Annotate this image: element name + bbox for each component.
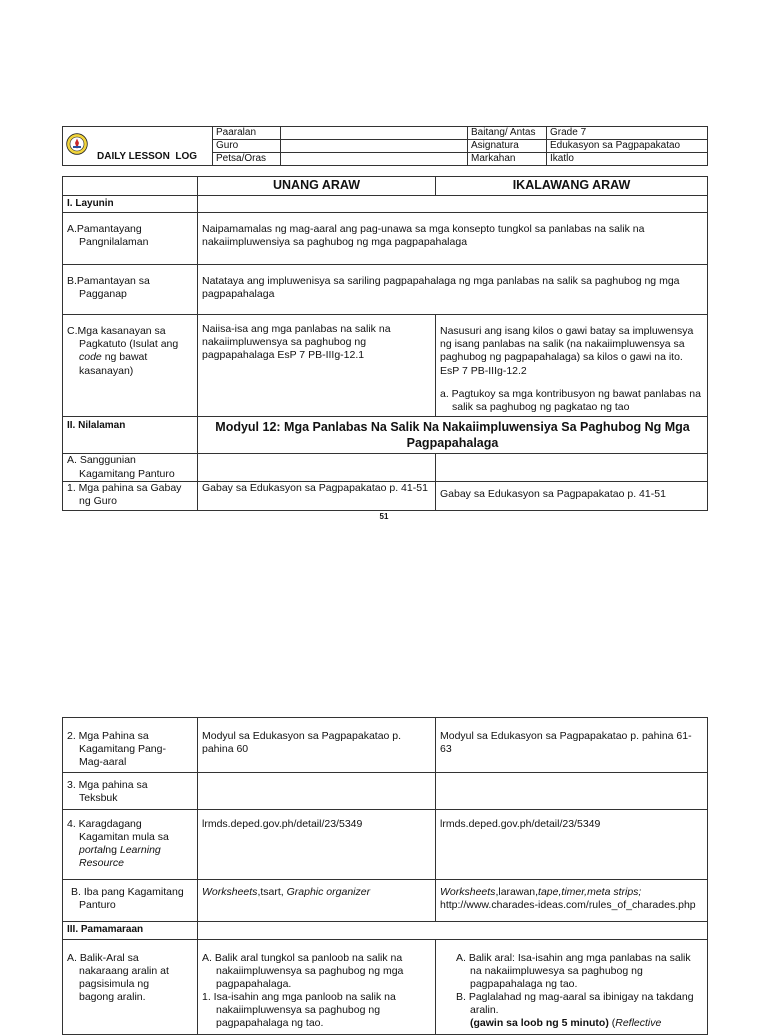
modyul-title: Modyul 12: Mga Panlabas Na Salik Na Nakaiimpluwensiya Sa Paghubog Ng Mga Pagpapahalaga (198, 416, 708, 454)
guro-value (281, 140, 468, 153)
pamantayang-pangnilalaman-label: A.Pamantayang Pangnilalaman (63, 213, 198, 265)
lesson-table-page2 (62, 717, 708, 1035)
iba-pang-kagamitan-day2: Worksheets,larawan,tape,timer,meta strips; http://www.charades-ideas.com/rules_of_charades.php (436, 880, 708, 922)
deped-seal-icon (66, 133, 88, 155)
karagdagang-kagamitan-day2: lrmds.deped.gov.ph/detail/23/5349 (436, 810, 708, 880)
baitang-value: Grade 7 (547, 127, 708, 140)
header-table (62, 126, 708, 166)
petsa-value (281, 153, 468, 166)
guro-label: Guro (213, 140, 281, 153)
kagamitang-mag-aaral-day2: Modyul sa Edukasyon sa Pagpapakatao p. pahina 61-63 (436, 718, 708, 773)
baitang-label: Baitang/ Antas (468, 127, 547, 140)
dll-title-line1: DAILY LESSON LOG (97, 151, 198, 162)
column-header-day1: UNANG ARAW (198, 177, 436, 196)
pamantayan-pagganap-text: Natataya ang impluwenisya sa sariling pagpapahalaga ng mga panlabas na salik sa paghubog ng mga pagpapahalaga (198, 265, 708, 315)
pamantayang-pangnilalaman-text: Naipamamalas ng mag-aaral ang pag-unawa sa mga konsepto tungkol sa panlabas na salik na nakaiimpluwensiya sa paghubog ng mga pagpapahalaga (198, 213, 708, 265)
karagdagang-kagamitan-label: 4. Karagdagang Kagamitan mula sa portalng Learning Resource (63, 810, 198, 880)
karagdagang-kagamitan-day1: lrmds.deped.gov.ph/detail/23/5349 (198, 810, 436, 880)
kasanayan-day2: Nasusuri ang isang kilos o gawi batay sa impluwensya ng isang panlabas na salik (na nakaiimpluwensya sa paghubog ng pagpapahalaga) sa kilos o gawi na ito. EsP 7 PB-IIIg-12.2 a. Pagtukoy sa mga kontribusyon ng bawat panlabas na salik sa paghubog ng pagkatao ng tao (436, 315, 708, 417)
header-logo-cell (63, 127, 213, 166)
paaralan-value (281, 127, 468, 140)
sanggunian-label: A. Sanggunian Kagamitang Panturo (63, 454, 198, 481)
asignatura-value: Edukasyon sa Pagpapakatao (547, 140, 708, 153)
kasanayan-label: C.Mga kasanayan sa Pagkatuto (Isulat ang code ng bawat kasanayan) (63, 315, 198, 417)
section-layunin: I. Layunin (63, 195, 198, 213)
petsa-label: Petsa/Oras (213, 153, 281, 166)
gabay-guro-label: 1. Mga pahina sa Gabay ng Guro (63, 481, 198, 510)
markahan-value: Ikatlo (547, 153, 708, 166)
gabay-guro-day1: Gabay sa Edukasyon sa Pagpapakatao p. 41-51 (198, 481, 436, 510)
pamantayan-pagganap-label: B.Pamantayan sa Pagganap (63, 265, 198, 315)
kasanayan-day1: Naiisa-isa ang mga panlabas na salik na nakaiimpluwensya sa paghubog ng pagpapahalaga EsP 7 PB-IIIg-12.1 (198, 315, 436, 417)
section-nilalaman: II. Nilalaman (63, 416, 198, 454)
blank-corner (63, 177, 198, 196)
teksbuk-label: 3. Mga pahina sa Teksbuk (63, 773, 198, 810)
column-header-day2: IKALAWANG ARAW (436, 177, 708, 196)
gabay-guro-day2: Gabay sa Edukasyon sa Pagpapakatao p. 41-51 (436, 481, 708, 510)
iba-pang-kagamitan-label: B. Iba pang Kagamitang Panturo (63, 880, 198, 922)
section-pamamaraan: III. Pamamaraan (63, 922, 198, 940)
page-number: 51 (379, 512, 389, 521)
kagamitang-mag-aaral-label: 2. Mga Pahina sa Kagamitang Pang- Mag-aaral (63, 718, 198, 773)
kagamitang-mag-aaral-day1: Modyul sa Edukasyon sa Pagpapakatao p. pahina 60 (198, 718, 436, 773)
iba-pang-kagamitan-day1: Worksheets,tsart, Graphic organizer (198, 880, 436, 922)
balik-aral-day2: A. Balik aral: Isa-isahin ang mga panlabas na salik na nakaiimpluwesya sa paghubog ng pagpapahalaga ng tao. B. Paglalahad ng mag-aaral sa ibinigay na takdang aralin. (gawin sa loob ng 5 minuto) (Reflective (436, 939, 708, 1034)
balik-aral-label: A. Balik-Aral sa nakaraang aralin at pagsisimula ng bagong aralin. (63, 939, 198, 1034)
balik-aral-day1: A. Balik aral tungkol sa panloob na salik na nakaiimpluwensya sa paghubog ng mga pagpapahalaga. 1. Isa-isahin ang mga panloob na salik na nakaiimpluwensya sa paghubog ng pagpapahalaga ng tao. (198, 939, 436, 1034)
asignatura-label: Asignatura (468, 140, 547, 153)
lesson-table-page1 (62, 176, 708, 511)
markahan-label: Markahan (468, 153, 547, 166)
paaralan-label: Paaralan (213, 127, 281, 140)
